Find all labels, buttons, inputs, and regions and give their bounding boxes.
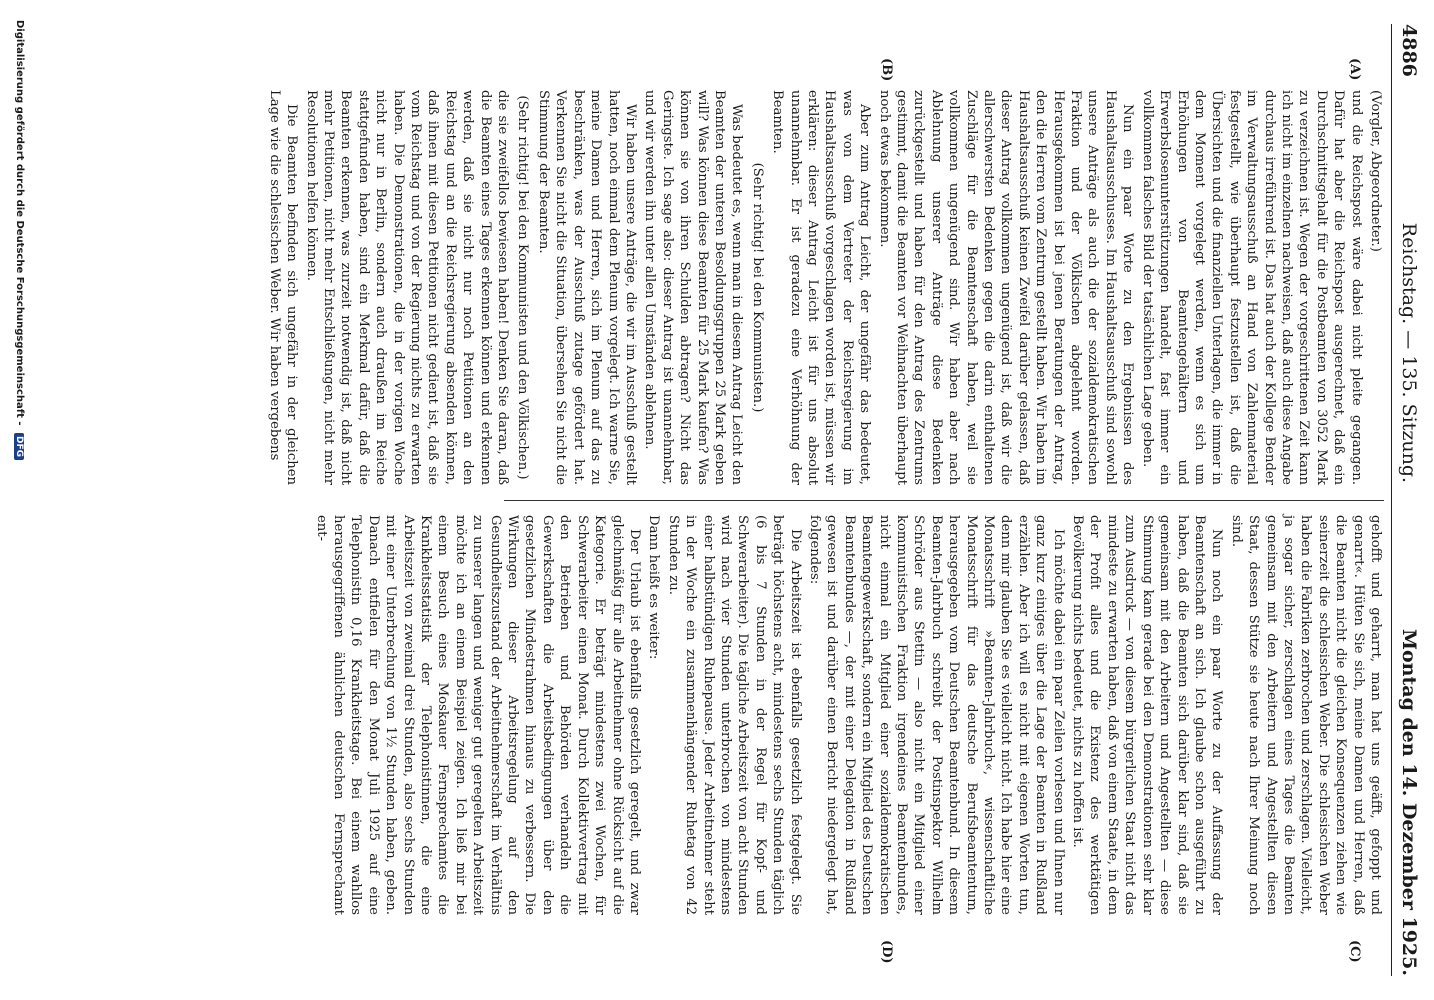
paragraph: Aber zum Antrag Leicht, der ungefähr das bedeutet, was von dem Vertreter der Reichsregierung im Haushaltsausschuß vorgeschlagen worden ist, müssen wir erklären: dieser Antrag Leicht ist für uns absolut unannehmbar. Er ist geradezu eine Verhöhnung der Beamten.: [770, 90, 873, 485]
page-number: 4886: [1398, 24, 1420, 77]
page-title: Reichstag. — 135. Sitzung.: [1398, 222, 1420, 484]
margin-marker-b: (B): [879, 58, 894, 82]
margin-marker-c: (C): [1347, 940, 1362, 963]
credit-text: Digitalisierung gefördert durch die Deutsche Forschungsgemeinschaft -: [14, 20, 25, 426]
page-header: [1391, 24, 1420, 976]
interjection: (Sehr richtig! bei den Kommunisten.): [749, 162, 765, 413]
right-column: [310, 515, 1384, 915]
paragraph: Dann heißt es weiter:: [646, 515, 662, 660]
quotation: Die Arbeitszeit ist ebenfalls gesetzlich festgelegt. Sie beträgt höchstens acht, mindestens sechs Stunden täglich (6 bis 7 Stunden in der Regel für Kopf- und Schwerarbeiter). Die tägliche Arbeitszeit von acht Stunden wird nach vier Stunden unterbrochen von mindestens einer halbstündigen Ruhepause. Jeder Arbeitnehmer steht in der Woche ein zusammenhängender Ruhetag von 42 Stunden zu.: [665, 515, 803, 915]
margin-marker-d: (D): [879, 940, 894, 964]
paragraph: und die Reichspost wäre dabei nicht pleite gegangen. Dafür hat aber die Reichspost ausgerechnet, daß ein Durchschnittsgehalt für die Postbeamten von 3052 Mark zu verzeichnen ist. Wegen der vorgeschrittenen Zeit kann ich nicht im einzelnen nachweisen, daß auch diese Angabe durchaus irreführend ist. Das hat auch der Kollege Bender im Verwaltungsausschuß an Hand von Zahlenmaterial festgestellt, wie überhaupt festzustellen ist, daß die Übersichten und die finanziellen Unterlagen, die immer in dem Moment vorgelegt werden, wenn es sich um Erhöhungen von Beamtengehältern und Erwerbslosenunterstützungen handelt, fast immer ein vollkommen falsches Bild der tatsächlichen Lage geben.: [1139, 90, 1364, 485]
paragraph: Wir haben unsere Anträge, die wir im Ausschuß gestellt hatten, noch einmal dem Plenum vorgelegt. Ich warne Sie, meine Damen und Herren, sich im Plenum auf das zu beschränken, was der Ausschuß zutage gefördert hat. Verkennen Sie nicht die Situation, übersehen Sie nicht die Stimmung der Beamten.: [535, 90, 638, 485]
interjection: (Sehr richtig! bei den Kommunisten und den Völkischen.): [515, 95, 531, 480]
speaker-line: (Vorgler, Abgeordneter.): [1368, 90, 1383, 252]
column-divider: [504, 500, 1384, 501]
digitization-credit: [14, 0, 25, 1000]
paragraph: Die Beamten befinden sich ungefähr in der gleichen Lage wie die schlesischen Weber. Wir haben vergebens: [266, 90, 300, 485]
dfg-logo: DFG: [14, 433, 24, 460]
paragraph: Nun ein paar Worte zu den Ergebnissen des Haushaltsausschusses. Im Haushaltsausschuß sind sowohl unsere Anträge als auch die der sozialdemokratischen Fraktion und der Völkischen abgelehnt worden. Herausgekommen ist bei jenen Beratungen der Antrag, den die Herren vom Zentrum gestellt haben. Wir haben im Haushaltsausschuß keinen Zweifel darüber gelassen, daß dieser Antrag vollkommen ungenügend ist, daß wir die allerschwersten Bedenken gegen die darin enthaltenen Zuschläge für die Beamtenschaft haben, weil sie vollkommen ungenügend sind. Wir haben aber nach Ablehnung unserer Anträge diese Bedenken zurückgestellt und haben für den Antrag des Zentrums gestimmt, damit die Beamten vor Weihnachten überhaupt noch etwas bekommen.: [876, 90, 1136, 485]
paragraph: Ich möchte dabei ein paar Zeilen vorlesen und Ihnen nur ganz kurz einiges über die Lage der Beamten in Rußland erzählen. Aber ich will es nicht mit eigenen Worten tun, denn mir glauben Sie es vielleicht nicht. Ich habe hier eine Monatsschrift »Beamten-Jahrbuch«, wissenschaftliche Monatsschrift für das deutsche Berufsbeamtentum, herausgegeben vom Deutschen Beamtenbund. In diesem Beamten-Jahrbuch schreibt der Postinspektor Wilhelm Schröder aus Stettin — also nicht ein Mitglied einer kommunistischen Fraktion irgendeines Beamtenbundes, nicht einmal ein Mitglied einer sozialdemokratischen Beamtengewerkschaft, sondern ein Mitglied des Deutschen Beamtenbundes —, der mit einer Delegation in Rußland gewesen ist und darüber einen Bericht niedergelegt hat, folgendes:: [807, 515, 1066, 915]
margin-marker-a: (A): [1347, 58, 1362, 81]
paragraph: Was bedeutet es, wenn man in diesem Antrag Leicht den Beamten der unteren Besoldungsgruppen 25 Mark geben will? Was können diese Beamten für 25 Mark kaufen? Was können sie von ihren Schulden abtragen? Nicht das Geringste. Ich sage also: dieser Antrag ist unannehmbar, und wir werden ihn unter allen Umständen ablehnen.: [642, 90, 745, 485]
paragraph: Nun noch ein paar Worte zu der Auffassung der Beamtenschaft an sich. Ich glaube schon ausgeführt zu haben, daß die Beamten sich darüber klar sind, daß sie gemeinsam mit den Arbeitern und Angestellten — diese Stimmung kam gerade bei den Demonstrationen sehr klar zum Ausdruck — von diesem bürgerlichen Staat nicht das mindeste zu erwarten haben, daß von einem Staate, in dem der Profit alles und die Existenz des werktätigen Bevölkerung nichts bedeutet, nichts zu hoffen ist.: [1070, 515, 1225, 915]
quotation: Der Urlaub ist ebenfalls gesetzlich geregelt, und zwar gleichmäßig für alle Arbeitnehmer ohne Rücksicht auf die Kategorie. Er beträgt mindestens zwei Wochen, für Schwerarbeiter einen Monat. Durch Kollektivvertrag mit den Betrieben und Behörden verhandeln die Gewerkschaften die Arbeitsbedingungen über den gesetzlichen Mindestrahmen hinaus zu verbessern. Die Wirkungen dieser Arbeitsregelung auf den Gesundheitszustand der Arbeitnehmerschaft im Verhältnis zu unserer langen und weniger gut geregelten Arbeitszeit möchte ich an einem Beispiel zeigen. Ich ließ mir bei einem Besuch eines Moskauer Fernsprechamtes die Krankheitsstatistik der Telephonistinnen, die eine Arbeitszeit von zweimal drei Stunden, also sechs Stunden mit einer Unterbrechung von 1½ Stunden haben, geben. Danach entfielen für den Monat Juli 1925 auf eine Telephonistin 0,16 Krankheitstage. Bei einem wahllos herausgegriffenen ähnlichen deutschen Fernsprechamt ent-: [313, 515, 642, 915]
left-column: [263, 90, 1384, 485]
session-date: Montag den 14. Dezember 1925.: [1398, 628, 1420, 976]
paragraph: die sie zweifellos bewiesen haben! Denken Sie daran, daß die Beamten eines Tages erkennen können und erkennen werden, daß sie nicht nur noch Petitionen an den Reichstag und an die Reichsregierung absenden können, daß ihnen mit diesen Petitionen nicht gedient ist, daß sie vom Reichstag und von der Regierung nichts zu erwarten haben. Die Demonstrationen, die in der vorigen Woche nicht nur in Berlin, sondern auch draußen im Reiche stattgefunden haben, sind ein Merkmal dafür, daß die Beamten erkennen, was zurzeit notwendig ist, daß nicht mehr Petitionen, nicht mehr Entschließungen, nicht mehr Resolutionen helfen können.: [303, 90, 511, 485]
paragraph: gehofft und geharrt, man hat uns geäfft, gefoppt und genarrt«. Hüten Sie sich, meine Damen und Herren, daß die Beamten nicht die gleichen Konsequenzen ziehen wie seinerzeit die schlesischen Weber. Die schlesischen Weber haben die Fabriken zerbrochen und zerschlagen. Vielleicht, ja sogar sicher, zerschlagen eines Tages die Beamten gemeinsam mit den Arbeitern und Angestellten diesen Staat, dessen Stütze sie heute nach Ihrer Meinung noch sind.: [1228, 515, 1383, 915]
